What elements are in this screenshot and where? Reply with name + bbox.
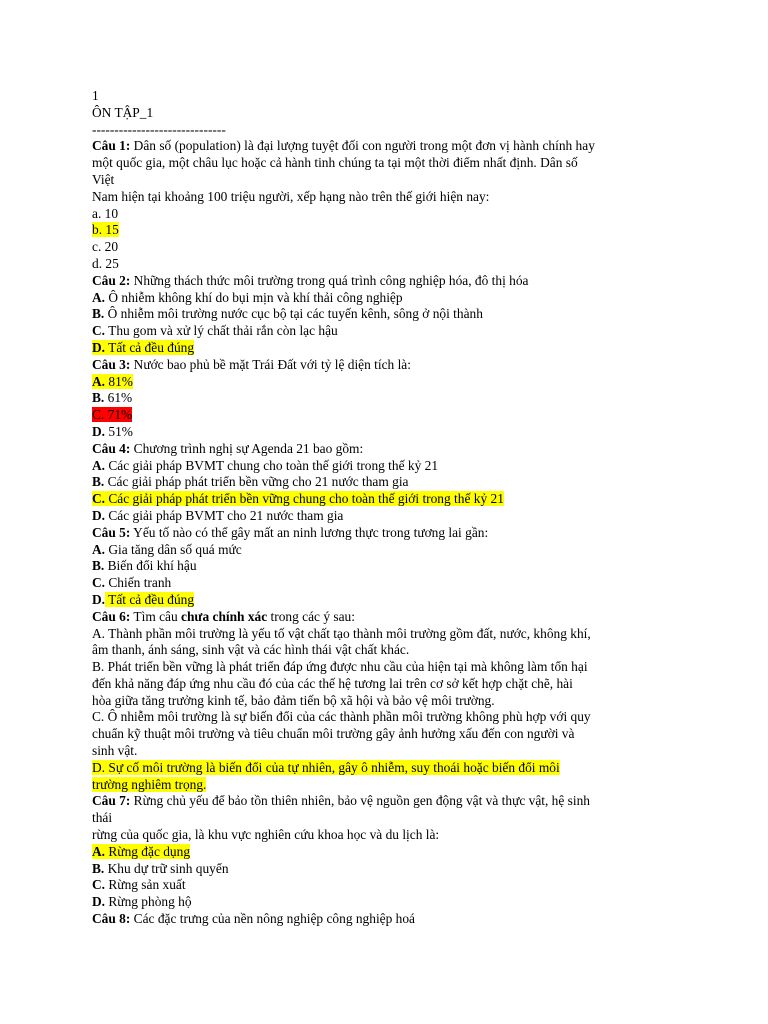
option-d: D. Rừng phòng hộ	[92, 894, 192, 910]
divider: ------------------------------	[92, 121, 226, 137]
option-d-highlighted: D. Tất cả đều đúng	[92, 591, 195, 607]
option-d: D. Các giải pháp BVMT cho 21 nước tham gia	[92, 507, 344, 523]
option-a-line: âm thanh, ánh sáng, sinh vật và các hình thái vật chất khác.	[92, 642, 410, 658]
document-body	[92, 88, 692, 928]
question-text: Các đặc trưng của nền nông nghiệp công nghiệp hoá	[130, 911, 415, 927]
option-a-line: A. Thành phần môi trường là yếu tố vật chất tạo thành môi trường gồm đất, nước, không khí,	[92, 625, 591, 641]
option-d-highlighted: D. Tất cả đều đúng	[92, 339, 195, 355]
option-b-line: hòa giữa tăng trưởng kinh tế, bảo đảm tiến bộ xã hội và bảo vệ môi trường.	[92, 692, 495, 708]
option-d: d. 25	[92, 255, 119, 271]
option-c: C. Chiến tranh	[92, 575, 172, 591]
option-a-highlighted: A. Rừng đặc dụng	[92, 843, 191, 859]
question-6: Câu 6: Tìm câu chưa chính xác trong các ý sau:	[92, 608, 355, 624]
option-a: A. Ô nhiễm không khí do bụi mịn và khí thải công nghiệp	[92, 289, 403, 305]
page-number: 1	[92, 88, 99, 103]
option-b: B. Các giải pháp phát triển bền vững cho 21 nước tham gia	[92, 474, 409, 490]
option-a-highlighted: A. 81%	[92, 373, 133, 389]
option-c: C. Thu gom và xử lý chất thải rắn còn lạc hậu	[92, 323, 338, 339]
question-text-line: Việt	[92, 171, 115, 187]
question-number: Câu 5:	[92, 524, 131, 540]
question-1	[92, 138, 692, 155]
question-text: Rừng chủ yếu để bảo tồn thiên nhiên, bảo vệ nguồn gen động vật và thực vật, hệ sinh	[130, 793, 590, 809]
option-a: a. 10	[92, 205, 119, 221]
question-8	[92, 911, 692, 928]
question-4	[92, 441, 692, 458]
question-number: Câu 6:	[92, 608, 131, 624]
option-d-line-highlighted: D. Sự cố môi trường là biến đổi của tự nhiên, gây ô nhiễm, suy thoái hoặc biến đổi môi	[92, 759, 560, 775]
question-text-line: Nam hiện tại khoảng 100 triệu người, xếp hạng nào trên thế giới hiện nay:	[92, 188, 490, 204]
question-text: Dân số (population) là đại lượng tuyệt đối con người trong một đơn vị hành chính hay	[130, 138, 595, 154]
question-text: Những thách thức môi trường trong quá trình công nghiệp hóa, đô thị hóa	[130, 272, 529, 288]
option-c: C. Rừng sản xuất	[92, 877, 186, 893]
question-text: Yếu tố nào có thể gây mất an ninh lương thực trong tương lai gần:	[130, 524, 489, 540]
option-c-line: sinh vật.	[92, 743, 138, 759]
option-d: D. 51%	[92, 423, 133, 439]
option-b-line: B. Phát triển bền vững là phát triển đáp ứng được nhu cầu của hiện tại mà không làm tổn hại	[92, 659, 588, 675]
question-number: Câu 1:	[92, 138, 131, 154]
document-title: ÔN TẬP_1	[92, 104, 154, 120]
option-b-highlighted: b. 15	[92, 222, 119, 238]
question-number: Câu 3:	[92, 356, 131, 372]
question-text-line: một quốc gia, một châu lục hoặc cả hành tinh chúng ta tại một thời điểm nhất định. Dân số	[92, 155, 578, 171]
question-text: Nước bao phủ bề mặt Trái Đất với tỷ lệ diện tích là:	[130, 356, 411, 372]
question-text-line: rừng của quốc gia, là khu vực nghiên cứu khoa học và du lịch là:	[92, 827, 440, 843]
question-3	[92, 357, 692, 374]
option-b: B. Biến đổi khí hậu	[92, 558, 197, 574]
option-b: B. Khu dự trữ sinh quyển	[92, 860, 229, 876]
option-c-line: C. Ô nhiễm môi trường là sự biến đổi của các thành phần môi trường không phù hợp với quy	[92, 709, 591, 725]
option-c-highlighted-red: C. 71%	[92, 407, 133, 423]
option-a: A. Các giải pháp BVMT chung cho toàn thế giới trong thế kỷ 21	[92, 457, 439, 473]
question-number: Câu 8:	[92, 911, 131, 927]
question-7	[92, 793, 692, 810]
option-c: c. 20	[92, 239, 119, 255]
question-2	[92, 273, 692, 290]
option-b-line: đến khả năng đáp ứng nhu cầu đó của các thế hệ tương lai trên cơ sở kết hợp chặt chẽ, hài	[92, 675, 573, 691]
question-number: Câu 7:	[92, 793, 131, 809]
option-d-line-highlighted: trường nghiêm trọng.	[92, 776, 207, 792]
option-b: B. Ô nhiễm môi trường nước cục bộ tại các tuyến kênh, sông ở nội thành	[92, 306, 483, 322]
question-number: Câu 2:	[92, 272, 131, 288]
option-c-line: chuẩn kỹ thuật môi trường và tiêu chuẩn môi trường gây ảnh hưởng xấu đến con người và	[92, 726, 575, 742]
question-5	[92, 525, 692, 542]
option-a: A. Gia tăng dân số quá mức	[92, 541, 242, 557]
option-c-highlighted: C. Các giải pháp phát triển bền vững chung cho toàn thế giới trong thế kỷ 21	[92, 491, 504, 507]
option-b: B. 61%	[92, 390, 133, 406]
question-text: Chương trình nghị sự Agenda 21 bao gồm:	[130, 440, 364, 456]
question-text-line: thái	[92, 810, 113, 826]
question-number: Câu 4:	[92, 440, 131, 456]
